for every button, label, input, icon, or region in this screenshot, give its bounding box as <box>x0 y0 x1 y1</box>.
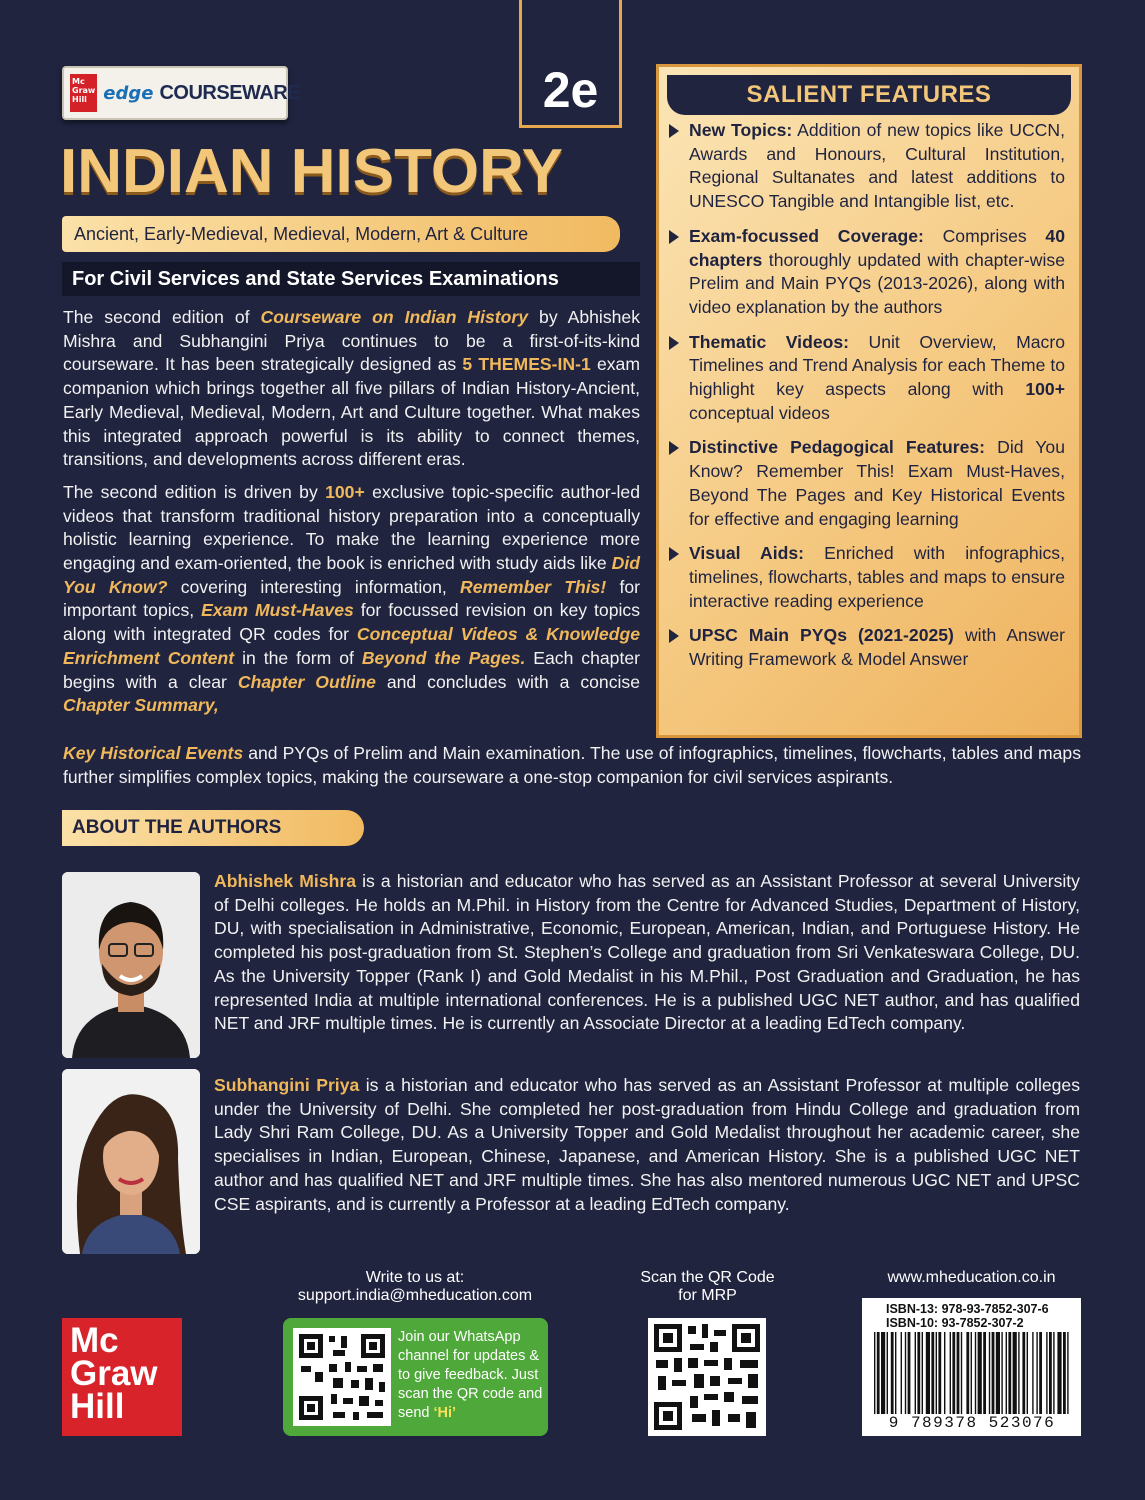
barcode-bar <box>966 1332 969 1414</box>
barcode-bar <box>944 1332 945 1414</box>
body-text: Each chapter begins with a clear <box>63 647 640 692</box>
body-text: for important topics, <box>63 576 641 621</box>
courseware-logo <box>62 66 301 120</box>
barcode-bar <box>881 1332 885 1414</box>
isbn-text <box>886 1302 1049 1330</box>
bold-text: 100+ <box>1025 379 1065 400</box>
body-text: for focussed revision on key topics along with integrated QR codes for <box>63 600 640 645</box>
person-avatar-icon <box>62 872 200 1058</box>
whatsapp-text <box>398 1328 543 1423</box>
courseware-wordmark: COURSEWARE <box>159 81 301 104</box>
barcode-bar <box>1032 1332 1033 1414</box>
bold-text: 40 chapters <box>689 225 1065 270</box>
barcode-bar <box>1046 1332 1047 1414</box>
body-text: covering interesting information, <box>167 576 461 597</box>
body-text: exclusive topic-specific author-led videos that transform traditional history preparation into a conceptually holistic learning experience. To make the learning experience more engaging and exam-oriented, the book is enriched with study aids like <box>63 481 640 574</box>
whatsapp-qr-panel <box>283 1318 548 1436</box>
body-text: conceptual videos <box>689 402 830 423</box>
body-text: Comprises <box>923 225 1046 246</box>
bold-text: Visual Aids: <box>689 543 805 564</box>
barcode-digits: 9 789378 523076 <box>888 1414 1056 1432</box>
isbn-barcode-block <box>862 1298 1081 1436</box>
whatsapp-hi: ‘Hi’ <box>433 1405 457 1421</box>
edition-box <box>519 0 622 128</box>
intro-paragraph-1 <box>63 306 640 472</box>
barcode-bar <box>957 1332 960 1414</box>
for-mrp-label: for MRP <box>678 1287 737 1304</box>
barcode-bar <box>1001 1332 1002 1414</box>
barcode-bar <box>996 1332 1000 1414</box>
highlight-text: Chapter Outline <box>237 671 376 692</box>
barcode-bar <box>952 1332 955 1414</box>
salient-features-header: SALIENT FEATURES <box>667 75 1071 115</box>
barcode-bar <box>887 1332 888 1414</box>
body-text: and concludes with a concise <box>375 671 640 692</box>
barcode-bar <box>1018 1332 1019 1414</box>
highlight-text: 100+ <box>325 481 365 502</box>
write-to-label: Write to us at: <box>365 1269 465 1286</box>
author-name: Subhangini Priya <box>214 1075 360 1095</box>
barcode-bar <box>891 1332 894 1414</box>
contact-block <box>270 1269 560 1305</box>
barcode-bar <box>983 1332 986 1414</box>
barcode-bar <box>975 1332 976 1414</box>
barcode-bar <box>1027 1332 1028 1414</box>
barcode-bar <box>1022 1332 1025 1414</box>
highlight-text: Beyond the Pages. <box>361 647 526 668</box>
barcode-bar <box>1063 1332 1066 1414</box>
highlight-text: Conceptual Videos & Knowledge Enrichment Content <box>63 624 640 668</box>
body-text: Addition of new topics like UCCN, Awards and Honours, Cultural Institution, Regional Sultanates and latest additions to UNESCO Tangible and Intangible list, etc. <box>689 120 1065 212</box>
barcode-bar <box>895 1332 896 1414</box>
barcode-bar <box>950 1332 951 1414</box>
whatsapp-qr-code-icon[interactable] <box>293 1328 391 1426</box>
body-text: Unit Overview, Macro Timelines and Trend Analysis for each Theme to highlight key aspects along with <box>689 331 1065 400</box>
mrp-qr-label <box>610 1269 805 1305</box>
barcode-bar <box>978 1332 982 1414</box>
barcode-bar <box>1008 1332 1011 1414</box>
barcode-bar <box>1049 1332 1052 1414</box>
logo-line: Hill <box>70 1387 125 1426</box>
subtitle-bar: Ancient, Early-Medieval, Medieval, Modern, Art & Culture <box>62 216 620 252</box>
book-title: INDIAN HISTORY <box>60 137 563 206</box>
highlight-text: Did You Know? <box>63 553 640 597</box>
edge-wordmark: edge <box>103 82 154 104</box>
feature-item <box>669 119 1065 214</box>
highlight-text: Courseware on Indian History <box>260 307 529 327</box>
barcode-bar <box>1053 1332 1054 1414</box>
whatsapp-message: Join our WhatsApp channel for updates & to give feedback. Just scan the QR code and send <box>398 1329 543 1421</box>
author-bio-subhangini <box>214 1074 1080 1216</box>
intro-paragraph-2 <box>63 481 640 718</box>
bold-text: Thematic Videos: <box>689 331 849 352</box>
barcode-bar <box>905 1332 906 1414</box>
highlight-text: Remember This! <box>460 576 607 597</box>
feature-item <box>669 331 1065 426</box>
body-text: by Abhishek Mishra and Subhangini Priya continues to be a first-of-its-kind courseware. It has been strategically designed as <box>63 307 641 375</box>
barcode-bar <box>917 1332 920 1414</box>
barcode-bar <box>1057 1332 1061 1414</box>
isbn-13: ISBN-13: 978-93-7852-307-6 <box>886 1302 1049 1316</box>
barcode-bar <box>922 1332 923 1414</box>
feature-item <box>669 624 1065 671</box>
highlight-text: Key Historical Events <box>63 743 244 763</box>
barcode-bar <box>938 1332 941 1414</box>
barcode-bar <box>1006 1332 1007 1414</box>
person-avatar-icon <box>62 1069 200 1254</box>
body-text: The second edition of <box>63 307 261 327</box>
author-photo-abhishek <box>62 872 200 1058</box>
highlight-text: Exam Must-Haves <box>201 600 354 621</box>
barcode-bar <box>971 1332 972 1414</box>
author-bio-text: is a historian and educator who has served as an Assistant Professor at multiple colleges under the University of Delhi. She completed her post-graduation from Hindu College and graduation from Lady Shri Ram College, DU. As a University Topper and Gold Medalist throughout her academic career, she specialises in Indian, European, Chinese, Japanese, and American History. She is a published UGC NET author and has qualified NET and JRF multiple times. She has also mentored numerous UGC NET and UPSC CSE aspirants, and is currently a Professor at a leading EdTech company. <box>214 1075 1080 1214</box>
body-text: The second edition is driven by <box>63 481 326 502</box>
author-bio-text: is a historian and educator who has served as an Assistant Professor at several University of Delhi colleges. He holds an M.Phil. in History from the Centre for Advanced Studies, Department of History, DU, with specialisation in Administrative, Economic, European, American, Indian, and Portuguese History. He completed his post-graduation from St. Stephen’s College and graduation from Sri Venkateswara College, DU. As the University Topper (Rank I) and Gold Medalist in his M.Phil., Post Graduation and Graduation, he has represented India at multiple international conferences. He is a published UGC NET author, and has qualified NET and JRF multiple times. He is currently an Associate Director at a leading EdTech company. <box>214 871 1080 1034</box>
barcode-bar <box>1036 1332 1037 1414</box>
barcode-bar <box>1067 1332 1068 1414</box>
support-email[interactable]: support.india@mheducation.com <box>297 1287 533 1304</box>
barcode-bar <box>931 1332 934 1414</box>
about-authors-header: ABOUT THE AUTHORS <box>62 810 364 846</box>
barcode-bar <box>961 1332 962 1414</box>
barcode-bar <box>901 1332 902 1414</box>
mrp-qr-code-icon[interactable] <box>648 1318 766 1436</box>
mini-mcgrawhill-logo: Mc Graw Hill <box>70 74 97 112</box>
body-text: exam companion which brings together all five pillars of Indian History-Ancient, Early Medieval, Medieval, Modern, Art and Culture together. What makes this integrated approach powerful is its ability to connect themes, transitions, and developments across different eras. <box>63 354 640 470</box>
barcode-bar <box>926 1332 930 1414</box>
barcode-bar <box>877 1332 880 1414</box>
feature-item <box>669 542 1065 613</box>
bold-text: New Topics: <box>689 120 793 140</box>
feature-item <box>669 225 1065 320</box>
logo-line: Mc <box>70 1321 119 1360</box>
barcode-bar <box>1013 1332 1017 1414</box>
body-text: Enriched with infographics, timelines, flowcharts, tables and maps to ensure interactive reading experience <box>689 543 1065 611</box>
highlight-text: 5 THEMES-IN-1 <box>462 354 591 375</box>
intro-text <box>63 306 640 727</box>
body-text: and PYQs of Prelim and Main examination. The use of infographics, timelines, flowcharts, tables and maps further simplifies complex topics, making the courseware a one-stop companion for civil services aspirants. <box>63 743 1081 787</box>
logo-line: Graw <box>70 1354 158 1393</box>
features-list <box>669 119 1065 683</box>
mcgrawhill-logo <box>62 1318 182 1436</box>
author-name: Abhishek Mishra <box>214 871 356 891</box>
body-text: Did You Know? Remember This! Exam Must-Haves, Beyond The Pages and Key Historical Events for effective and engaging learning <box>689 437 1065 529</box>
barcode-bar <box>992 1332 995 1414</box>
bold-text: Exam-focussed Coverage: <box>689 225 924 246</box>
author-bio-abhishek <box>214 870 1080 1036</box>
author-photo-subhangini <box>62 1069 200 1254</box>
barcode-bar <box>915 1332 916 1414</box>
barcode-bar <box>936 1332 937 1414</box>
bold-text: Distinctive Pedagogical Features: <box>689 437 986 458</box>
barcode-icon <box>872 1332 1072 1416</box>
barcode-bar <box>989 1332 990 1414</box>
highlight-text: Chapter Summary, <box>63 695 219 716</box>
isbn-10: ISBN-10: 93-7852-307-2 <box>886 1316 1024 1330</box>
barcode-bar <box>1039 1332 1042 1414</box>
body-text: thoroughly updated with chapter-wise Prelim and Main PYQs (2013-2026), along with video explanation by the authors <box>689 249 1065 317</box>
body-text: with Answer Writing Framework & Model Answer <box>689 625 1065 670</box>
barcode-bar <box>874 1332 875 1414</box>
barcode-bar <box>908 1332 911 1414</box>
bold-text: UPSC Main PYQs (2021-2025) <box>689 625 954 646</box>
body-text: in the form of <box>234 647 362 668</box>
website-link[interactable]: www.mheducation.co.in <box>887 1269 1056 1286</box>
edition-label: 2e <box>542 62 599 118</box>
exam-line: For Civil Services and State Services Examinations <box>62 262 640 296</box>
feature-item <box>669 436 1065 531</box>
scan-qr-label: Scan the QR Code <box>640 1269 775 1286</box>
salient-features-panel <box>656 64 1082 738</box>
intro-paragraph-2-continued <box>63 742 1081 789</box>
